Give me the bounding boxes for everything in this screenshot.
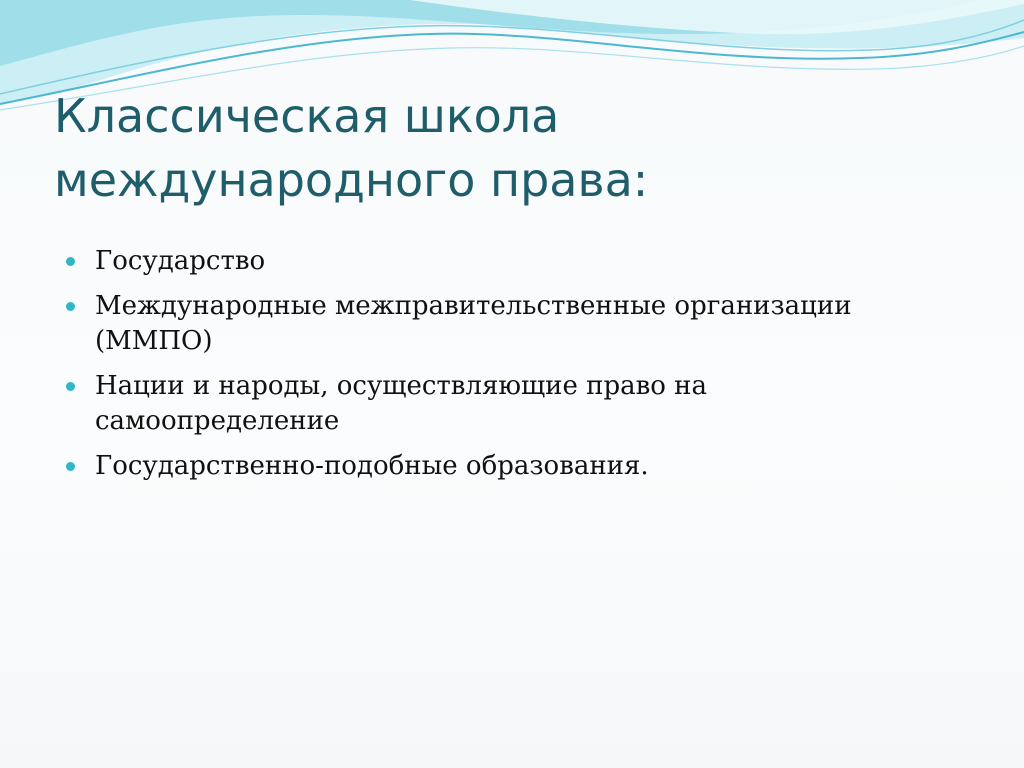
bullet-item-state [66, 244, 926, 279]
slide-title-line-1: Классическая школа [54, 89, 560, 143]
bullet-text: Международные межправительственные организации (ММПО) [95, 291, 852, 356]
dot-icon [66, 382, 75, 391]
bullet-text: Нации и народы, осуществляющие право на самоопределение [95, 371, 707, 436]
bullet-text: Государство [95, 246, 266, 276]
bullet-item-igo [66, 289, 926, 359]
bullet-item-nations [66, 369, 926, 439]
dot-icon [66, 257, 75, 266]
bullet-item-state-like [66, 449, 926, 484]
slide-title [54, 84, 954, 212]
dot-icon [66, 462, 75, 471]
dot-icon [66, 302, 75, 311]
bullet-list [66, 244, 926, 494]
bullet-text: Государственно-подобные образования. [95, 451, 649, 481]
slide-title-line-2: международного права: [54, 153, 649, 207]
